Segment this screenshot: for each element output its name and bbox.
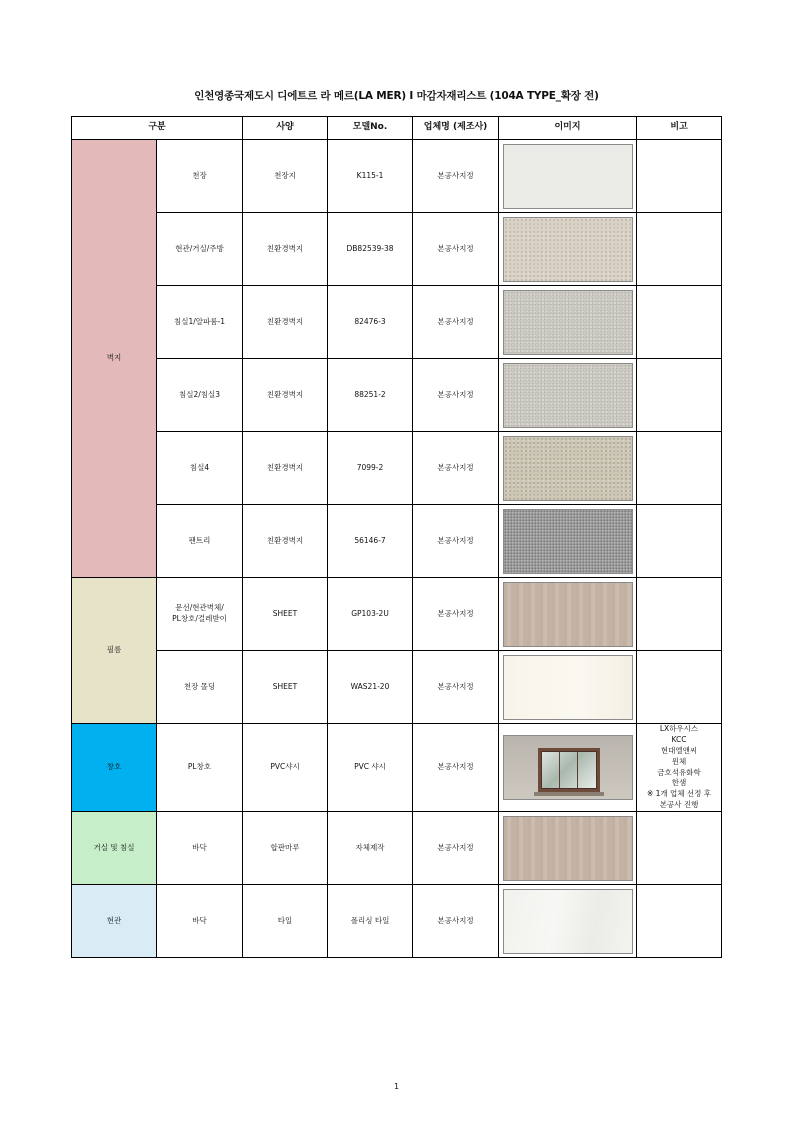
location-cell: 침실1/알파룸-1 bbox=[157, 286, 243, 359]
remarks-cell bbox=[637, 885, 722, 958]
location-cell: 현관/거실/주방 bbox=[157, 213, 243, 286]
location-cell bbox=[157, 578, 243, 651]
document-title: 인천영종국제도시 디에트르 라 메르(LA MER) I 마감자재리스트 (104A TYPE_확장 전) bbox=[194, 90, 599, 102]
image-cell bbox=[499, 724, 637, 812]
header-maker: 업체명 (제조사) bbox=[413, 117, 499, 140]
finish-materials-table bbox=[71, 116, 722, 958]
spec-cell: 친환경벽지 bbox=[243, 213, 328, 286]
spec-cell: 합판마루 bbox=[243, 812, 328, 885]
maker-cell: 본공사지정 bbox=[413, 286, 499, 359]
spec-cell: SHEET bbox=[243, 578, 328, 651]
model-cell: 88251-2 bbox=[328, 359, 413, 432]
table-row bbox=[72, 432, 722, 505]
maker-cell: 본공사지정 bbox=[413, 213, 499, 286]
table-row bbox=[72, 885, 722, 958]
table-row bbox=[72, 724, 722, 812]
image-cell bbox=[499, 359, 637, 432]
table-header-row bbox=[72, 117, 722, 140]
category-entrance: 현관 bbox=[72, 885, 157, 958]
spec-cell: 타일 bbox=[243, 885, 328, 958]
material-swatch-image bbox=[503, 144, 633, 209]
location-cell: 팬트리 bbox=[157, 505, 243, 578]
remarks-line: ※ 1개 업체 선정 후 bbox=[646, 789, 712, 799]
header-category: 구분 bbox=[72, 117, 243, 140]
location-cell: PL창호 bbox=[157, 724, 243, 812]
maker-cell: 본공사지정 bbox=[413, 578, 499, 651]
material-swatch-image bbox=[503, 816, 633, 881]
material-swatch-image bbox=[503, 290, 633, 355]
remarks-cell bbox=[637, 286, 722, 359]
image-cell bbox=[499, 578, 637, 651]
material-swatch-image bbox=[503, 655, 633, 720]
table-row bbox=[72, 359, 722, 432]
table-row bbox=[72, 213, 722, 286]
remarks-line: 본공사 진행 bbox=[659, 800, 699, 810]
remarks-cell bbox=[637, 213, 722, 286]
remarks-cell bbox=[637, 578, 722, 651]
image-cell bbox=[499, 505, 637, 578]
remarks-cell bbox=[637, 140, 722, 213]
table-row bbox=[72, 578, 722, 651]
maker-cell: 본공사지정 bbox=[413, 885, 499, 958]
table-row bbox=[72, 286, 722, 359]
maker-cell: 본공사지정 bbox=[413, 505, 499, 578]
remarks-line: KCC bbox=[671, 734, 687, 744]
remarks-line: 현대엘앤씨 bbox=[660, 745, 698, 755]
material-swatch-image bbox=[503, 217, 633, 282]
model-cell: GP103-2U bbox=[328, 578, 413, 651]
image-cell bbox=[499, 651, 637, 724]
model-cell: DB82539-38 bbox=[328, 213, 413, 286]
spec-cell: 친환경벽지 bbox=[243, 286, 328, 359]
maker-cell: 본공사지정 bbox=[413, 432, 499, 505]
remarks-cell bbox=[637, 651, 722, 724]
model-cell: 폴리싱 타일 bbox=[328, 885, 413, 958]
table-row bbox=[72, 140, 722, 213]
maker-cell: 본공사지정 bbox=[413, 812, 499, 885]
header-spec: 사양 bbox=[243, 117, 328, 140]
material-swatch-image bbox=[503, 889, 633, 954]
remarks-cell bbox=[637, 812, 722, 885]
location-cell: 침실4 bbox=[157, 432, 243, 505]
page-number: 1 bbox=[393, 1082, 400, 1091]
category-living-bedroom: 거실 및 침실 bbox=[72, 812, 157, 885]
material-swatch-image bbox=[503, 436, 633, 501]
image-cell bbox=[499, 432, 637, 505]
material-swatch-image bbox=[503, 509, 633, 574]
image-cell bbox=[499, 885, 637, 958]
spec-cell: 천장지 bbox=[243, 140, 328, 213]
table-row bbox=[72, 505, 722, 578]
category-walls: 벽지 bbox=[72, 140, 157, 578]
maker-cell: 본공사지정 bbox=[413, 724, 499, 812]
window-photo-image bbox=[503, 735, 633, 800]
model-cell: WAS21-20 bbox=[328, 651, 413, 724]
maker-cell: 본공사지정 bbox=[413, 140, 499, 213]
spec-cell: 친환경벽지 bbox=[243, 505, 328, 578]
remarks-line: 한샘 bbox=[671, 778, 687, 788]
location-line: 문선/현관벽체/ bbox=[175, 603, 224, 613]
remarks-line: LX하우시스 bbox=[659, 724, 699, 733]
spec-cell: 친환경벽지 bbox=[243, 432, 328, 505]
location-line: PL창호/걸레받이 bbox=[172, 614, 227, 623]
model-cell: K115-1 bbox=[328, 140, 413, 213]
image-cell bbox=[499, 140, 637, 213]
location-cell: 천장 bbox=[157, 140, 243, 213]
image-cell bbox=[499, 812, 637, 885]
table-row bbox=[72, 812, 722, 885]
table-row bbox=[72, 651, 722, 724]
model-cell: 7099-2 bbox=[328, 432, 413, 505]
header-remarks: 비고 bbox=[637, 117, 722, 140]
category-window: 창호 bbox=[72, 724, 157, 812]
model-cell: 자체제작 bbox=[328, 812, 413, 885]
material-swatch-image bbox=[503, 363, 633, 428]
location-cell: 천장 몰딩 bbox=[157, 651, 243, 724]
remarks-cell bbox=[637, 359, 722, 432]
location-cell: 바닥 bbox=[157, 885, 243, 958]
spec-cell: PVC샤시 bbox=[243, 724, 328, 812]
material-swatch-image bbox=[503, 582, 633, 647]
category-film: 필름 bbox=[72, 578, 157, 724]
header-model: 모델No. bbox=[328, 117, 413, 140]
maker-cell: 본공사지정 bbox=[413, 651, 499, 724]
remarks-cell bbox=[637, 505, 722, 578]
spec-cell: SHEET bbox=[243, 651, 328, 724]
spec-cell: 친환경벽지 bbox=[243, 359, 328, 432]
location-cell: 침실2/침실3 bbox=[157, 359, 243, 432]
location-cell: 바닥 bbox=[157, 812, 243, 885]
model-cell: PVC 샤시 bbox=[328, 724, 413, 812]
remarks-cell bbox=[637, 724, 722, 812]
header-image: 이미지 bbox=[499, 117, 637, 140]
remarks-line: 윈체 bbox=[671, 756, 687, 766]
model-cell: 56146-7 bbox=[328, 505, 413, 578]
image-cell bbox=[499, 286, 637, 359]
model-cell: 82476-3 bbox=[328, 286, 413, 359]
remarks-line: 금호석유화학 bbox=[657, 767, 701, 777]
maker-cell: 본공사지정 bbox=[413, 359, 499, 432]
image-cell bbox=[499, 213, 637, 286]
remarks-cell bbox=[637, 432, 722, 505]
